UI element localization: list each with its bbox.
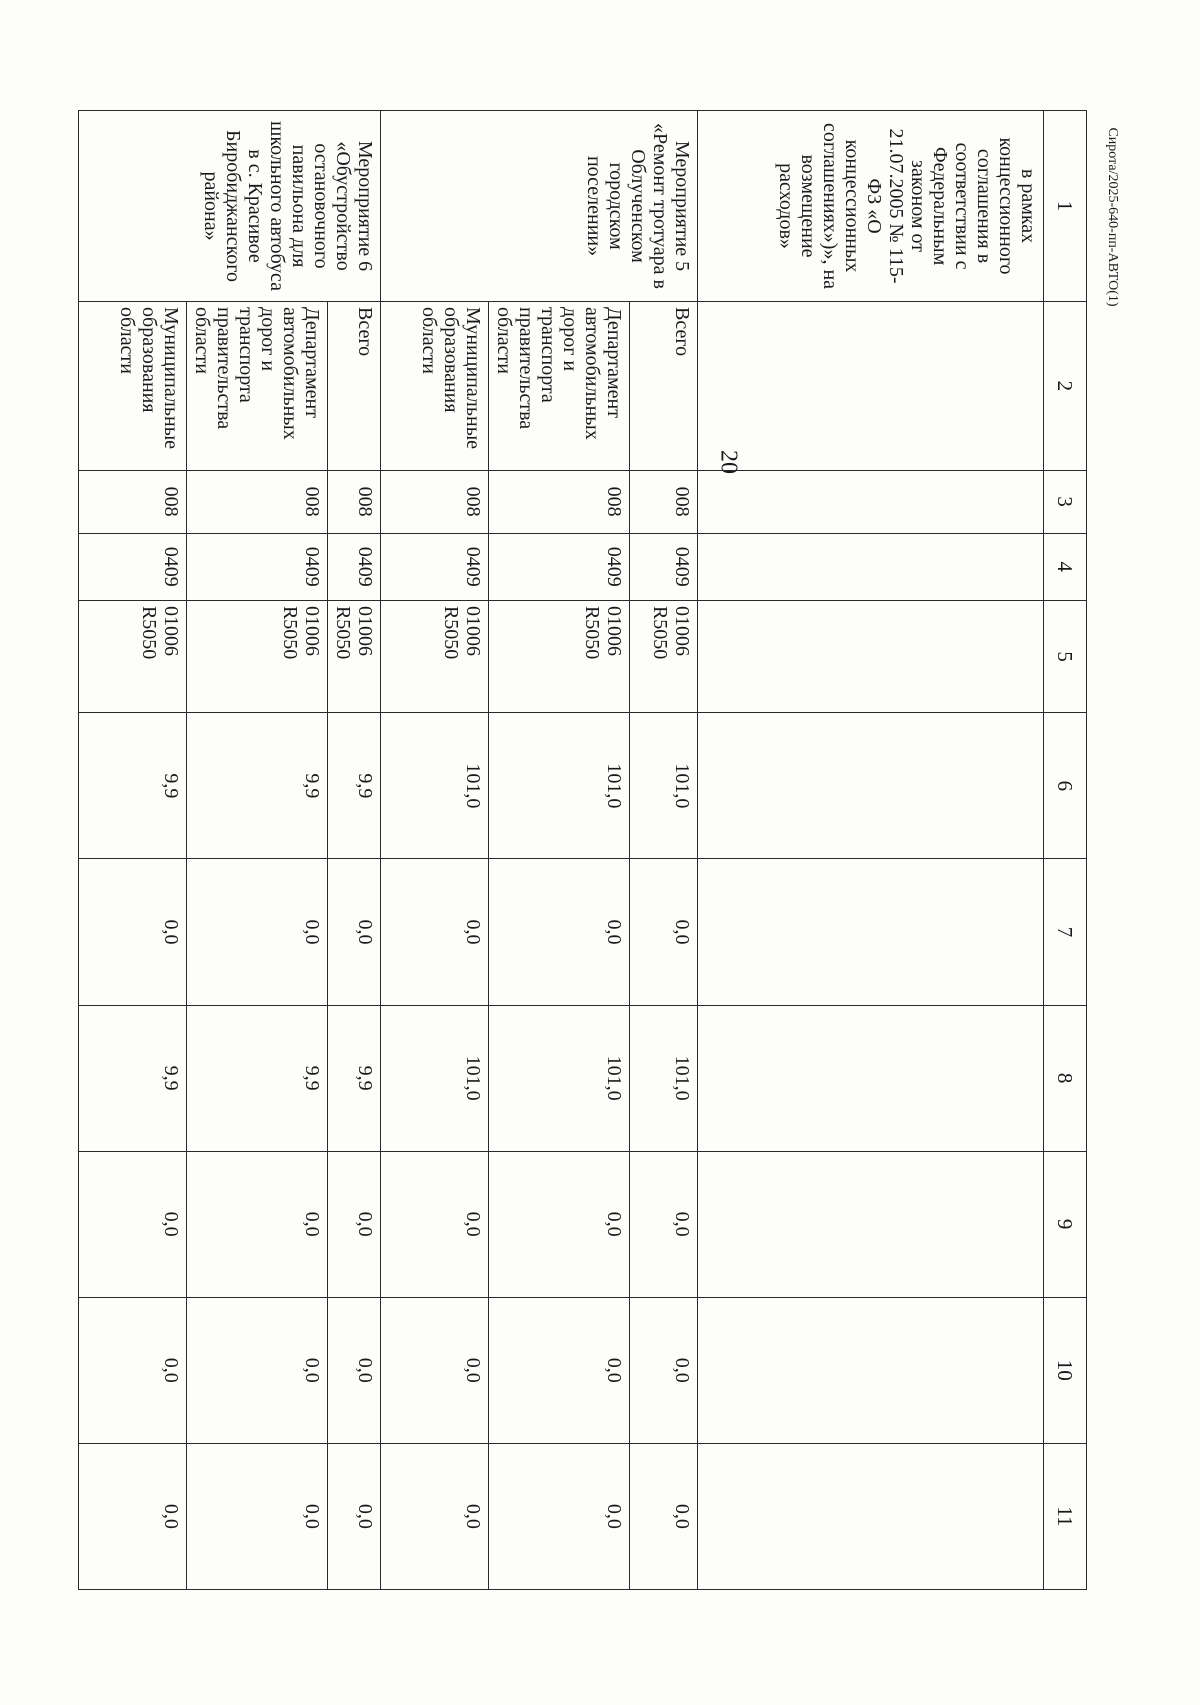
value-cell: 0,0 bbox=[381, 859, 489, 1005]
value-cell: 0,0 bbox=[79, 859, 187, 1005]
continuation-row bbox=[698, 111, 1044, 1590]
value-cell: 0,0 bbox=[79, 1151, 187, 1297]
value-cell: 0,0 bbox=[489, 1443, 630, 1589]
value-cell: 0,0 bbox=[630, 1151, 698, 1297]
value-cell: 101,0 bbox=[630, 1005, 698, 1151]
value-cell: 0,0 bbox=[187, 1297, 328, 1443]
value-cell: 9,9 bbox=[79, 713, 187, 859]
table-row bbox=[187, 111, 328, 1590]
gr-code-cell: 008 bbox=[328, 470, 381, 533]
page-number: 20 bbox=[715, 450, 742, 474]
section-code-cell: 0409 bbox=[381, 533, 489, 600]
value-cell: 0,0 bbox=[489, 1151, 630, 1297]
target-code-cell: 01006 R5050 bbox=[630, 600, 698, 712]
value-cell: 9,9 bbox=[328, 713, 381, 859]
value-cell: 101,0 bbox=[630, 713, 698, 859]
value-cell: 101,0 bbox=[381, 713, 489, 859]
target-code-cell: 01006 R5050 bbox=[381, 600, 489, 712]
table-row bbox=[79, 111, 187, 1590]
table-rotator bbox=[116, 110, 1200, 1529]
value-cell: 0,0 bbox=[79, 1443, 187, 1589]
table-row bbox=[328, 111, 381, 1590]
column-header-3: 3 bbox=[1044, 470, 1087, 533]
value-cell: 9,9 bbox=[187, 1005, 328, 1151]
budget-table bbox=[78, 110, 1087, 1590]
value-cell: 0,0 bbox=[489, 859, 630, 1005]
org-cell: Всего bbox=[328, 302, 381, 471]
org-cell: Департамент автомобильных дорог и транспорта правительства области bbox=[489, 302, 630, 471]
org-cell: Департамент автомобильных дорог и транспорта правительства области bbox=[187, 302, 328, 471]
gr-code-cell: 008 bbox=[187, 470, 328, 533]
column-header-6: 6 bbox=[1044, 713, 1087, 859]
column-header-7: 7 bbox=[1044, 859, 1087, 1005]
table-row bbox=[489, 111, 630, 1590]
gr-code-cell: 008 bbox=[489, 470, 630, 533]
gr-code-cell: 008 bbox=[381, 470, 489, 533]
value-cell: 9,9 bbox=[79, 1005, 187, 1151]
value-cell: 0,0 bbox=[79, 1297, 187, 1443]
column-header-10: 10 bbox=[1044, 1297, 1087, 1443]
value-cell: 0,0 bbox=[187, 859, 328, 1005]
target-code-cell: 01006 R5050 bbox=[79, 600, 187, 712]
value-cell: 0,0 bbox=[489, 1297, 630, 1443]
section-code-cell: 0409 bbox=[630, 533, 698, 600]
org-cell: Всего bbox=[630, 302, 698, 471]
section-code-cell: 0409 bbox=[489, 533, 630, 600]
value-cell: 0,0 bbox=[630, 1443, 698, 1589]
value-cell: 101,0 bbox=[489, 1005, 630, 1151]
target-code-cell: 01006 R5050 bbox=[187, 600, 328, 712]
org-cell: Муниципальные образования области bbox=[79, 302, 187, 471]
value-cell: 0,0 bbox=[381, 1151, 489, 1297]
continuation-cell: в рамках концессионного соглашения в соответствии с Федеральным законом от 21.07.2005 № 115-ФЗ «О концессионных соглашениях»)», на возмещение расходов» bbox=[698, 111, 1044, 302]
value-cell: 0,0 bbox=[328, 859, 381, 1005]
header-row bbox=[1044, 111, 1087, 1590]
value-cell: 0,0 bbox=[328, 1297, 381, 1443]
value-cell: 0,0 bbox=[381, 1297, 489, 1443]
table-row bbox=[630, 111, 698, 1590]
value-cell: 0,0 bbox=[630, 859, 698, 1005]
section-code-cell: 0409 bbox=[328, 533, 381, 600]
value-cell: 101,0 bbox=[489, 713, 630, 859]
gr-code-cell: 008 bbox=[630, 470, 698, 533]
value-cell: 0,0 bbox=[187, 1151, 328, 1297]
value-cell: 0,0 bbox=[328, 1151, 381, 1297]
column-header-4: 4 bbox=[1044, 533, 1087, 600]
document-code: Сирота/2025-640-пп-АВТО(1) bbox=[1105, 127, 1120, 307]
value-cell: 0,0 bbox=[381, 1443, 489, 1589]
column-header-5: 5 bbox=[1044, 600, 1087, 712]
section-code-cell: 0409 bbox=[187, 533, 328, 600]
section-code-cell: 0409 bbox=[79, 533, 187, 600]
value-cell: 9,9 bbox=[187, 713, 328, 859]
target-code-cell: 01006 R5050 bbox=[489, 600, 630, 712]
target-code-cell: 01006 R5050 bbox=[328, 600, 381, 712]
measure-cell: Мероприятие 5 «Ремонт тротуара в Облученском городском поселении» bbox=[381, 111, 698, 302]
org-cell: Муниципальные образования области bbox=[381, 302, 489, 471]
value-cell: 0,0 bbox=[187, 1443, 328, 1589]
value-cell: 101,0 bbox=[381, 1005, 489, 1151]
measure-cell: Мероприятие 6 «Обустройство остановочного павильона для школьного автобуса в с. Красивое Биробиджанского района» bbox=[79, 111, 381, 302]
value-cell: 0,0 bbox=[630, 1297, 698, 1443]
column-header-9: 9 bbox=[1044, 1151, 1087, 1297]
value-cell: 9,9 bbox=[328, 1005, 381, 1151]
column-header-2: 2 bbox=[1044, 302, 1087, 471]
value-cell: 0,0 bbox=[328, 1443, 381, 1589]
column-header-1: 1 bbox=[1044, 111, 1087, 302]
column-header-8: 8 bbox=[1044, 1005, 1087, 1151]
gr-code-cell: 008 bbox=[79, 470, 187, 533]
table-row bbox=[381, 111, 489, 1590]
column-header-11: 11 bbox=[1044, 1443, 1087, 1589]
